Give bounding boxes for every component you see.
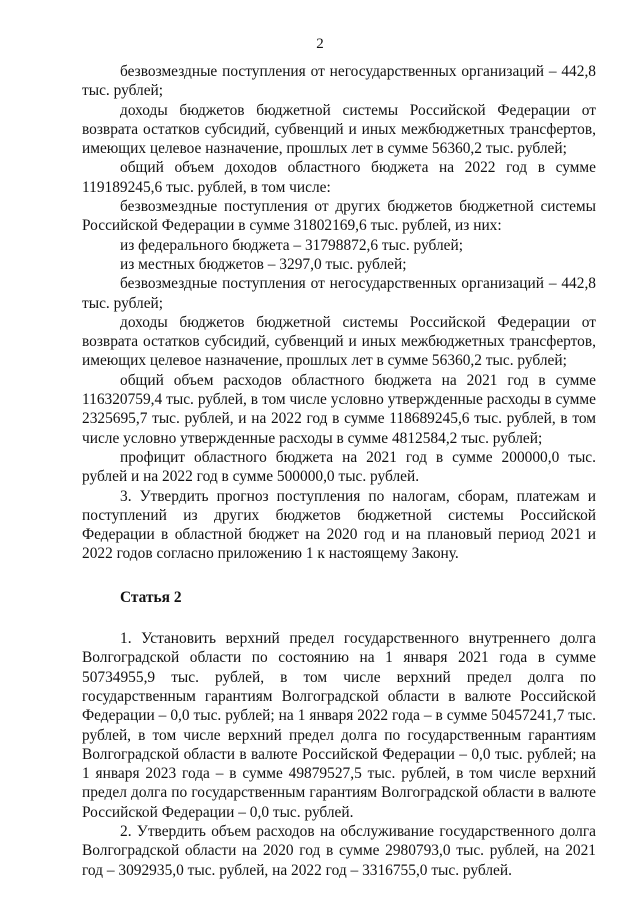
document-body xyxy=(82,62,596,880)
paragraph: безвозмездные поступления от других бюджетов бюджетной системы Российской Федерации в сумме 31802169,6 тыс. рублей, из них: xyxy=(82,198,596,235)
paragraph: 2. Утвердить объем расходов на обслуживание государственного долга Волгоградской области на 2020 год в сумме 2980793,0 тыс. рублей, на 2021 год – 3092935,0 тыс. рублей, на 2022 год – 3316755,0 тыс. рублей. xyxy=(82,822,596,879)
paragraph: общий объем доходов областного бюджета на 2022 год в сумме 119189245,6 тыс. рублей, в том числе: xyxy=(82,159,596,196)
section-gap xyxy=(82,564,596,588)
paragraph: общий объем расходов областного бюджета на 2021 год в сумме 116320759,4 тыс. рублей, в том числе условно утвержденные расходы в сумме 2325695,7 тыс. рублей, и на 2022 год в сумме 118689245,6 тыс. рублей, в том числе условно утвержденные расходы в сумме 4812584,2 тыс. рублей; xyxy=(82,371,596,447)
paragraph: профицит областного бюджета на 2021 год в сумме 200000,0 тыс. рублей и на 2022 год в сумме 500000,0 тыс. рублей. xyxy=(82,448,596,486)
paragraph: 1. Установить верхний предел государственного внутреннего долга Волгоградской области по состоянию на 1 января 2021 года в сумме 50734955,9 тыс. рублей, в том числе верхний предел долга по государственным гарантиям Волгоградской области в валюте Российской Федерации – 0,0 тыс. рублей; на 1 января 2022 года – в сумме 50457241,7 тыс. рублей, в том числе верхний предел долга по государственным гарантиям Волгоградской области в валюте Российской Федерации – 0,0 тыс. рублей; на 1 января 2023 года – в сумме 49879527,5 тыс. рублей, в том числе верхний предел долга по государственным гарантиям Волгоградской области в валюте Российской Федерации – 0,0 тыс. рублей. xyxy=(82,630,596,821)
paragraph: 3. Утвердить прогноз поступления по налогам, сборам, платежам и поступлений из других бюджетов бюджетной системы Российской Федерации в областной бюджет на 2020 год и на плановый период 2021 и 2022 годов согласно приложению 1 к настоящему Закону. xyxy=(82,487,596,563)
paragraph: доходы бюджетов бюджетной системы Российской Федерации от возврата остатков субсидий, субвенций и иных межбюджетных трансфертов, имеющих целевое назначение, прошлых лет в сумме 56360,2 тыс. рублей; xyxy=(82,101,596,158)
section-gap xyxy=(82,607,596,629)
paragraph: доходы бюджетов бюджетной системы Российской Федерации от возврата остатков субсидий, субвенций и иных межбюджетных трансфертов, имеющих целевое назначение, прошлых лет в сумме 56360,2 тыс. рублей; xyxy=(82,313,596,370)
paragraph: безвозмездные поступления от негосударственных организаций – 442,8 тыс. рублей; xyxy=(82,275,596,312)
page-number: 2 xyxy=(316,36,324,52)
paragraph: безвозмездные поступления от негосударственных организаций – 442,8 тыс. рублей; xyxy=(82,63,596,100)
paragraph: из федерального бюджета – 31798872,6 тыс. рублей; xyxy=(120,236,463,254)
article-heading: Статья 2 xyxy=(120,588,182,606)
paragraph: из местных бюджетов – 3297,0 тыс. рублей; xyxy=(120,255,407,273)
